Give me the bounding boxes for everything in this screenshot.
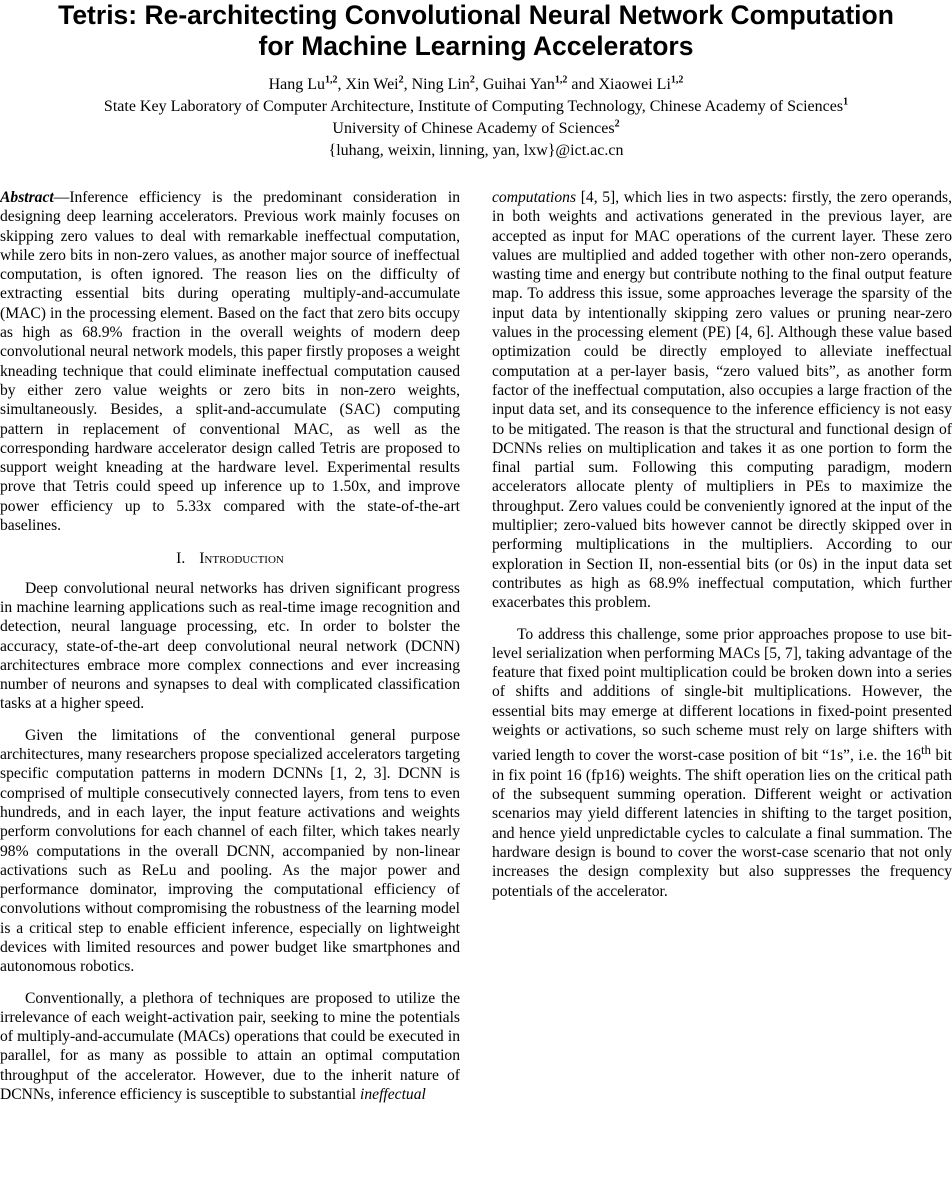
abstract-text: —Inference efficiency is the predominant consideration in designing deep learning accelerators. Previous work mainly focuses on skipping zero values to deal with remarkable ineffectual computation, while zero bits in non-zero values, as another major source of ineffectual computation, is often ignored. The reason lies on the difficulty of extracting essential bits during operating multiply-and-accumulate (MAC) in the processing element. Based on the fact that zero bits occupy as high as 68.9% fraction in the overall weights of modern deep convolutional neural network models, this paper firstly proposes a weight kneading technique that could eliminate ineffectual computation caused by either zero value weights or zero bits in non-zero weights, simultaneously. Besides, a split-and-accumulate (SAC) computing pattern in replacement of conventional MAC, as well as the corresponding hardware accelerator design called Tetris are proposed to support weight kneading at the hardware level. Experimental results prove that Tetris could speed up inference up to 1.50x, and improve power efficiency up to 5.33x compared with the state-of-the-art baselines. <box>0 189 460 535</box>
right-column <box>492 188 952 901</box>
author-name: Hang Lu <box>268 76 326 93</box>
author-emails: {luhang, weixin, linning, yan, lxw}@ict.ac.cn <box>328 142 624 159</box>
author-name: Xiaowei Li <box>598 76 671 93</box>
author-block <box>0 74 952 162</box>
author-name: Ning Lin <box>411 76 470 93</box>
author-separator: , <box>337 76 346 93</box>
author-affiliation-mark: 2 <box>398 74 404 86</box>
author-affiliation-mark: 1,2 <box>670 74 684 86</box>
intro-paragraph-1: Deep convolutional neural networks has driven significant progress in machine learning applications such as real-time image recognition and detection, neural language processing, etc. In order to bolster the accuracy, state-of-the-art deep convolutional neural network (DCNN) architectures embrace more complex connections and ever increasing number of neurons and synapses to deal with complicated classification tasks at a higher speed. <box>0 579 460 713</box>
abstract-label: Abstract <box>0 189 54 206</box>
left-column <box>0 188 460 1104</box>
intro-paragraph-3-cont: computations [4, 5], which lies in two aspects: firstly, the zero operands, in both weights and activations generated in the previous layer, are accepted as input for MAC operations of the current layer. These zero values are multiplied and added together with other non-zero operands, wasting time and energy but contribute nothing to the final output feature map. To address this issue, some approaches leverage the sparsity of the input data by intentionally skipping zero values or pruning near-zero values in the processing element (PE) [4, 6]. Although these value based optimization could be directly employed to alleviate ineffectual computation at a per-layer basis, “zero valued bits”, as another form factor of the ineffectual computation, also occupies a large fraction of the input data set, and its consequence to the inference efficiency is not easy to be mitigated. The reason is that the structural and functional design of DCNNs relies on multiplication and takes it as one portion to form the final partial sum. Following this computing paradigm, modern accelerators allocate plenty of multipliers in PEs to maximize the throughput. Zero values could be conveniently ignored at the input of the multiplier; zero-valued bits however cannot be directly skipped over in performing multiplications in the multipliers. According to our exploration in Section II, non-essential bits (or 0s) in the input data set contributes as high as 68.9% ineffectual computation, which further exacerbates this problem. <box>492 189 952 612</box>
author-affiliation-mark: 2 <box>469 74 475 86</box>
paper-title <box>0 0 952 62</box>
author-list <box>0 74 952 96</box>
author-separator: , <box>474 76 483 93</box>
intro-paragraph-4: To address this challenge, some prior approaches propose to use bit-level serialization when performing MACs [5, 7], taking advantage of the feature that fixed point multiplication could be broken down into a series of shifts and additions of single-bit multiplications. However, the essential bits may emerge at different locations in fixed-point presented weights or activations, so such scheme must rely on large shifters with varied length to cover the worst-case position of bit “1s”, i.e. the 16th bit in fix point 16 (fp16) weights. The shift operation lies on the critical path of the subsequent summing operation. Different weight or activation scenarios may yield different latencies in shifting to the target position, and hence yield unpredictable cycles to calculate a final summation. The hardware design is bound to cover the worst-case scenario that not only increases the design complexity but also suppresses the frequency potentials of the accelerator. <box>492 625 952 900</box>
author-affiliation-mark: 1,2 <box>554 74 568 86</box>
affiliation-2: University of Chinese Academy of Sciences$^2$ <box>332 118 620 137</box>
title-line-1: Tetris: Re-architecting Convolutional Neural Network Computation <box>58 0 894 30</box>
author-affiliation-mark: 1,2 <box>325 74 338 86</box>
affiliation-1: State Key Laboratory of Computer Architecture, Institute of Computing Technology, Chinese Academy of Sciences$^1$ <box>103 96 849 115</box>
intro-paragraph-3-start: Conventionally, a plethora of techniques are proposed to utilize the irrelevance of each weight-activation pair, seeking to mine the potentials of multiply-and-accumulate (MACs) operations that could be executed in parallel, for as many as possible to attain an optimal computation throughput of the accelerator. However, due to the inherit nature of DCNNs, inference efficiency is susceptible to substantial ineffectual <box>0 989 460 1104</box>
author-separator: , <box>403 76 412 93</box>
author-name: Guihai Yan <box>482 76 555 93</box>
author-separator: and <box>567 76 599 93</box>
section-heading-introduction: I. Introduction <box>176 550 284 568</box>
author-name: Xin Wei <box>345 76 399 93</box>
intro-paragraph-2: Given the limitations of the conventional general purpose architectures, many researchers propose specialized accelerators targeting specific computation patterns in modern DCNNs [1, 2, 3]. DCNN is comprised of multiple consecutively connected layers, from tens to even hundreds, and in each layer, the input feature activations and weights perform convolutions for each channel of each filter, which takes nearly 98% computations in the overall DCNN, accompanied by non-linear activations such as ReLu and pooling. As the major power and performance dominator, improving the computational efficiency of convolutions without compromising the robustness of the learning model is a critical step to enable efficient inference, especially on lightweight devices with limited resources and power budget like smartphones and autonomous robotics. <box>0 726 460 976</box>
abstract <box>0 188 460 535</box>
title-line-2: for Machine Learning Accelerators <box>258 31 694 61</box>
